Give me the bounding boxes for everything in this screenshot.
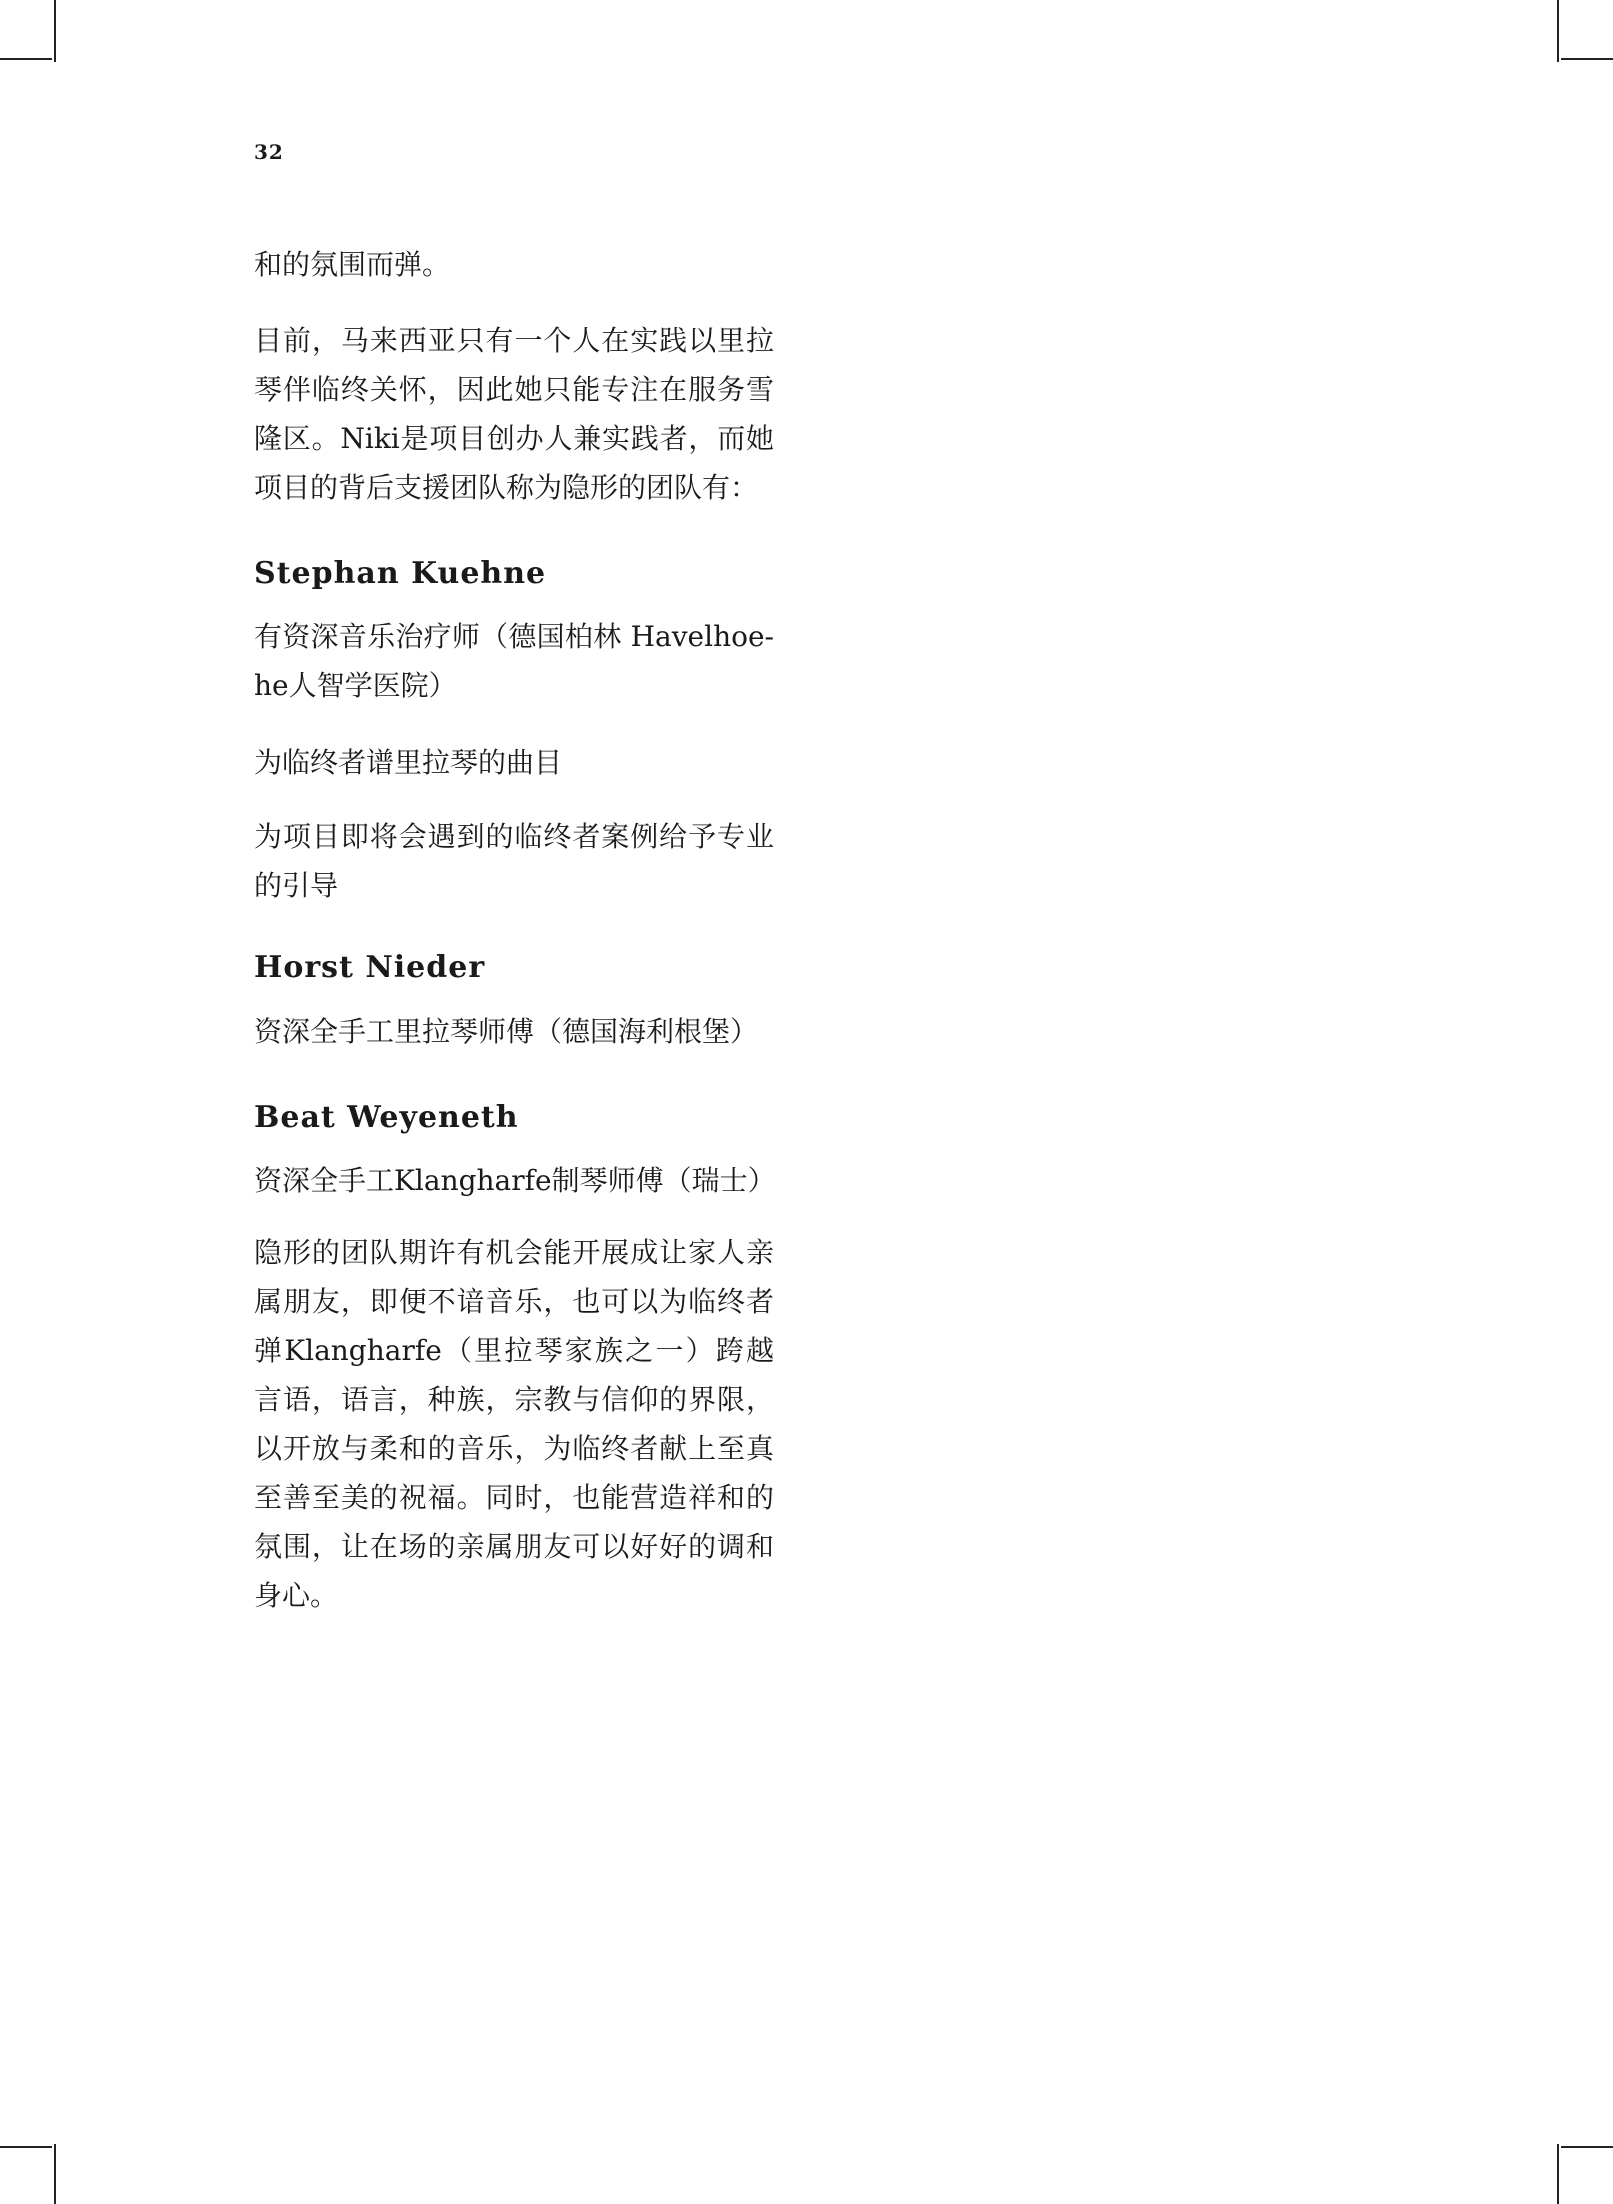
crop-mark	[54, 2144, 56, 2204]
crop-mark	[1561, 2146, 1613, 2148]
team-member-role: 资深全手工里拉琴师傅（德国海利根堡）	[254, 1015, 759, 1048]
team-member-name: Stephan Kuehne	[254, 556, 547, 591]
team-member-role: 有资深音乐治疗师（德国柏林 Havelhoe-he人智学医院）	[254, 620, 774, 702]
closing-paragraph: 隐形的团队期许有机会能开展成让家人亲属朋友，即便不谙音乐，也可以为临终者弹Klangharfe（里拉琴家族之一）跨越言语，语言，种族，宗教与信仰的界限，以开放与柔和的音乐，为临终者献上至真至善至美的祝福。同时，也能营造祥和的氛围，让在场的亲属朋友可以好好的调和身心。	[254, 1236, 774, 1612]
crop-mark	[1557, 2144, 1559, 2204]
page-number: 32	[254, 140, 284, 164]
crop-mark	[54, 0, 56, 62]
team-member-name: Horst Nieder	[254, 950, 486, 985]
paragraph: 和的氛围而弹。	[254, 248, 451, 281]
crop-mark	[1557, 0, 1559, 62]
crop-mark	[0, 2146, 52, 2148]
crop-mark	[1561, 58, 1613, 60]
team-member-name: Beat Weyeneth	[254, 1100, 519, 1135]
team-member-role: 为项目即将会遇到的临终者案例给予专业的引导	[254, 820, 774, 902]
crop-mark	[0, 58, 52, 60]
team-member-role: 为临终者谱里拉琴的曲目	[254, 746, 563, 779]
team-member-role: 资深全手工Klangharfe制琴师傅（瑞士）	[254, 1164, 776, 1197]
paragraph: 目前，马来西亚只有一个人在实践以里拉琴伴临终关怀，因此她只能专注在服务雪隆区。Niki是项目创办人兼实践者，而她项目的背后支援团队称为隐形的团队有：	[254, 324, 774, 504]
